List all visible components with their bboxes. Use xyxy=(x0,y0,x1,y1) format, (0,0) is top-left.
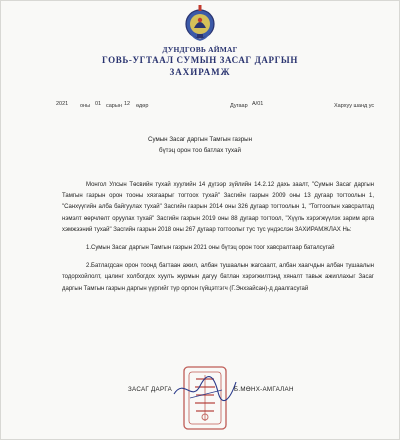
header-office: ГОВЬ-УГТААЛ СУМЫН ЗАСАГ ДАРГЫН xyxy=(102,55,298,65)
header-doc-type: ЗАХИРАМЖ xyxy=(169,67,231,77)
body-item-1: 1.Сумын Засаг даргын Тамгын газрын 2021 оны бүтэц орон тоог хавсралтаар баталсугай xyxy=(86,245,335,252)
date-month-label: сарын xyxy=(106,103,122,109)
date-year-label: оны xyxy=(80,103,91,109)
header-province: ДУНДГОВЬ АЙМАГ xyxy=(162,45,238,54)
date-year: 2021 xyxy=(56,101,69,107)
place-name: Хархуу шанд ус xyxy=(334,103,375,109)
body-paragraph-preamble: Монгол Улсын Төсвийн тухай хуулийн 14 дүгээр зүйлийн 14.2.12 дахь заалт, "Сумын Засаг даргын Тамгын газрын орон тооны хязгаарыг тогтоох тухай" Засгийн газрын 2009 оны 13 дугаар тогтоолын 1, "Санхүүгийн алба байгуулах тухай" Засгийн газрын 2014 оны 326 дугаар тогтоолын 1, "Тогтоолын хавсралтад нэмэлт өөрчлөлт оруулах тухай" Засгийн газрын 2019 оны 88 дугаар тогтоол, "Хүүль хэрэгжүүлэх зарим арга хэмжээний тухай" Засгийн газрын 2018 оны 267 дугаар тогтоолыг тус тус үндэслэн ЗАХИРАМЖЛАХ Нь: xyxy=(62,182,374,233)
document-number: А/01 xyxy=(252,101,264,107)
subject-title xyxy=(140,134,260,156)
signature-title: ЗАСАГ ДАРГА xyxy=(128,386,173,393)
number-label: Дугаар xyxy=(230,103,248,109)
date-month: 01 xyxy=(95,101,102,107)
date-day-label: өдөр xyxy=(136,103,149,109)
signature-name: Б.МӨНХ-АМГАЛАН xyxy=(234,386,294,393)
document-body xyxy=(62,180,374,295)
body-item-2: 2.Батлагдсан орон тоонд багтаан ажил, албан тушаалын жагсаалт, албан хаагчдын албан тушаалын тодорхойлолт, цалинг холбогдох хуулъ журмын дагуу батлан хэрэгжилтэнд хяналт тавьж ажиллахыг Засаг даргын Тамгын газрын даргын үүргийг түр орлон гүйцэтгэгч (Г.Энхзайсан)-д даалгасугай xyxy=(62,263,374,292)
subject-line-2: бүтэц орон тоо батлах тухай xyxy=(159,147,241,154)
subject-line-1: Сумын Засаг даргын Тамгын газрын xyxy=(147,136,253,143)
date-day: 12 xyxy=(124,101,131,107)
handwritten-signature-icon xyxy=(170,372,240,406)
state-emblem-icon xyxy=(183,4,217,44)
